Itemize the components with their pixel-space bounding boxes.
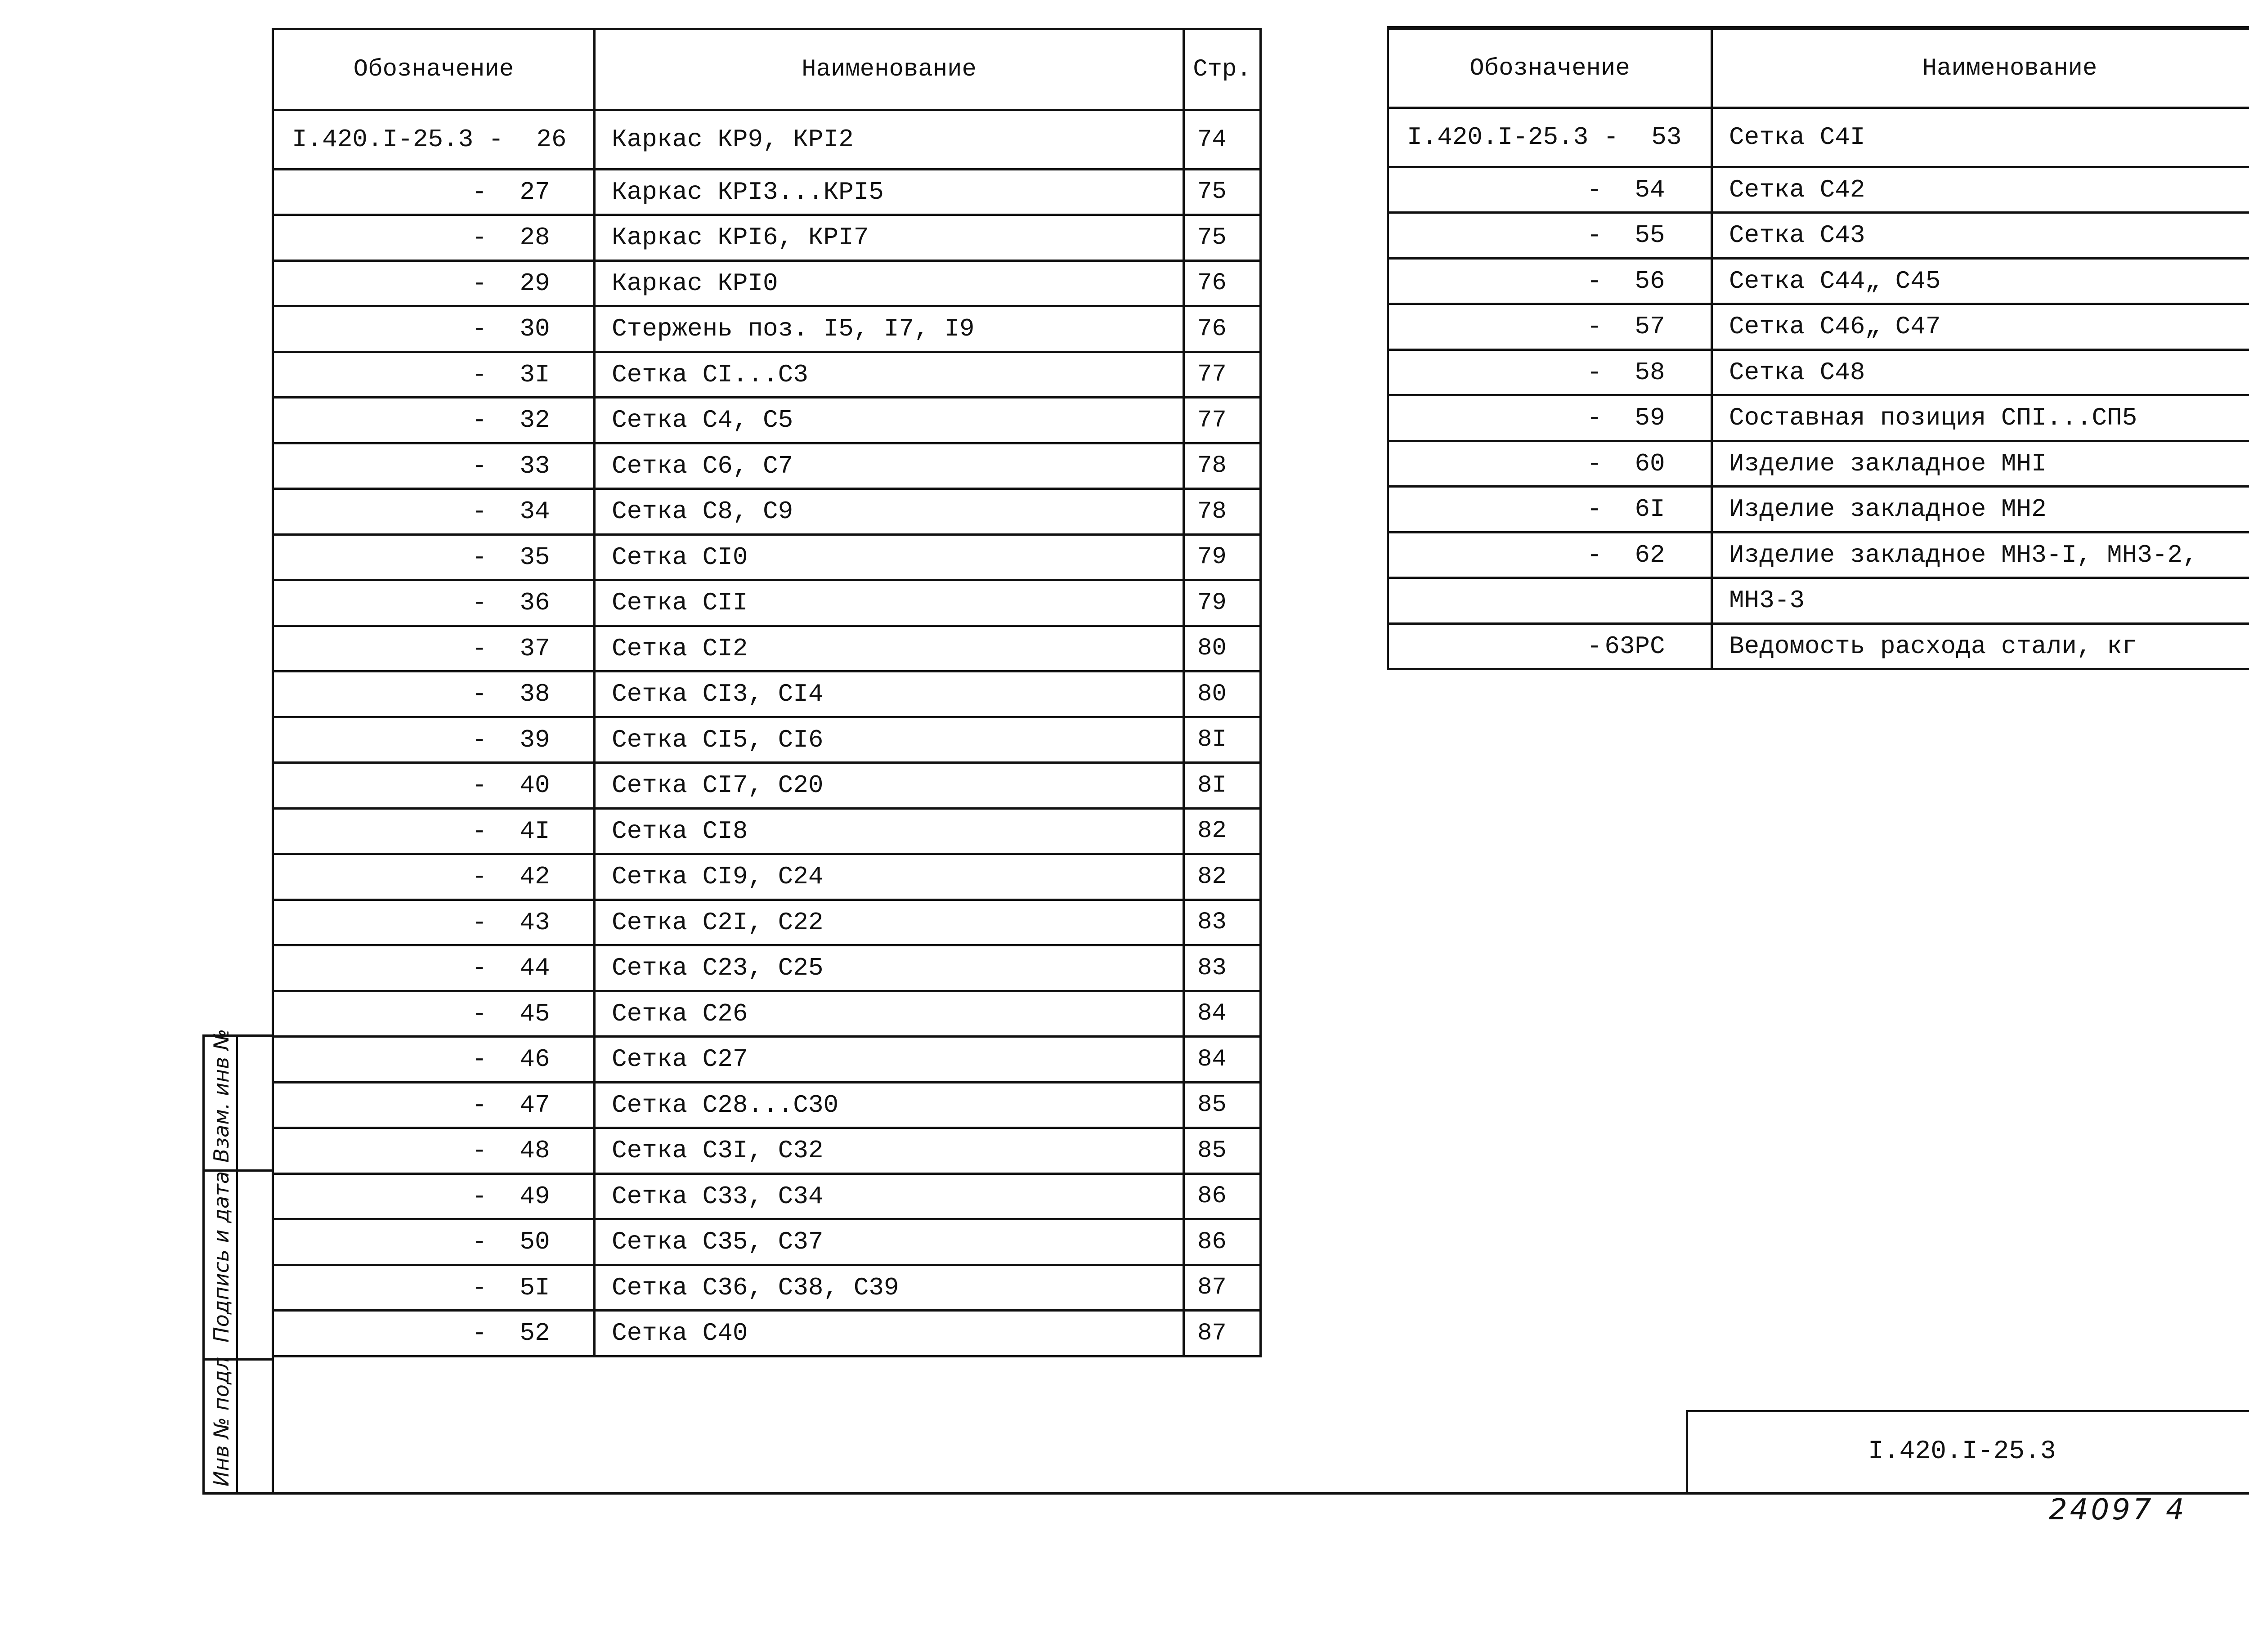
side-stamp-podpis: Подпись и дата [209, 1171, 233, 1343]
row-code-dash: - [472, 588, 487, 618]
row-name: Составная позиция СПI...СП5 [1712, 395, 2249, 441]
table-row [273, 534, 1261, 580]
table-row [273, 169, 1261, 215]
table-row [273, 1219, 1261, 1265]
row-code [273, 1037, 595, 1083]
table-row [273, 260, 1261, 306]
row-code [273, 854, 595, 900]
row-code [273, 1265, 595, 1311]
row-name: Сетка С4I [1712, 108, 2249, 167]
row-page: 79 [1184, 534, 1261, 580]
row-name: Сетка СI5, СI6 [595, 717, 1184, 763]
row-code [1388, 108, 1712, 167]
row-code-number: 4I [520, 816, 550, 846]
table-row [273, 580, 1261, 626]
row-code-dash: - [472, 1090, 487, 1119]
table-row [1388, 167, 2249, 213]
row-code-number: 3I [520, 360, 550, 389]
row-page: 84 [1184, 1037, 1261, 1083]
row-code [273, 1219, 595, 1265]
row-code-dash: - [1587, 631, 1602, 661]
row-code [1388, 623, 1712, 669]
row-code-number: 52 [520, 1319, 550, 1348]
table-row [1388, 304, 2249, 350]
row-code-number: 38 [520, 680, 550, 709]
row-code [1388, 395, 1712, 441]
header-page: Стр. [1184, 29, 1261, 110]
row-code-number: 46 [520, 1045, 550, 1074]
row-name: Сетка С28...С30 [595, 1082, 1184, 1128]
row-code-dash: - [472, 725, 487, 754]
row-code-dash: - [472, 177, 487, 206]
row-page: 8I [1184, 763, 1261, 809]
row-code [273, 169, 595, 215]
table-row [273, 626, 1261, 672]
table-row [1388, 578, 2249, 624]
row-code-number: 33 [520, 451, 550, 480]
row-code-number: 58 [1635, 358, 1665, 387]
row-code-dash: - [472, 1319, 487, 1348]
row-page: 76 [1184, 260, 1261, 306]
row-code [273, 1173, 595, 1219]
row-code-dash: - [472, 1227, 487, 1257]
row-code [273, 580, 595, 626]
row-code-dash: - [1587, 358, 1602, 387]
row-page: 74 [1184, 110, 1261, 170]
table-row [273, 1173, 1261, 1219]
row-name: Сетка С44„ С45 [1712, 258, 2249, 304]
row-code [1388, 258, 1712, 304]
row-code-number: 55 [1635, 221, 1665, 250]
row-name: Стержень поз. I5, I7, I9 [595, 306, 1184, 352]
table-row [273, 763, 1261, 809]
row-code-dash: - [472, 269, 487, 298]
row-code [273, 1082, 595, 1128]
row-code-number: 47 [520, 1090, 550, 1119]
table-row [1388, 623, 2249, 669]
table-row [273, 1128, 1261, 1174]
row-code [273, 991, 595, 1037]
side-stamp-mid-line [236, 1034, 238, 1493]
row-code-number: 59 [1635, 403, 1665, 433]
header-name: Наименование [1712, 29, 2249, 108]
row-code-dash: - [472, 1182, 487, 1211]
row-code-number: 49 [520, 1182, 550, 1211]
row-page: 76 [1184, 306, 1261, 352]
row-name: Сетка С23, С25 [595, 945, 1184, 991]
table-row [1388, 532, 2249, 578]
row-code-prefix: I.420.I-25.3 - [1407, 123, 1619, 152]
table-row [273, 1082, 1261, 1128]
row-page: 83 [1184, 900, 1261, 945]
row-code [273, 110, 595, 170]
row-code-dash: - [472, 816, 487, 846]
row-name: Сетка С40 [595, 1311, 1184, 1357]
row-page: 82 [1184, 808, 1261, 854]
row-name: Сетка СI8 [595, 808, 1184, 854]
row-code [273, 672, 595, 717]
row-code-dash: - [472, 360, 487, 389]
table-row [273, 215, 1261, 261]
row-page: 80 [1184, 626, 1261, 672]
row-name: Сетка С27 [595, 1037, 1184, 1083]
table-row [1388, 213, 2249, 259]
row-name: Каркас КРI0 [595, 260, 1184, 306]
table-row [273, 443, 1261, 489]
row-code [273, 352, 595, 398]
row-code [273, 808, 595, 854]
row-name: Каркас КРI6, КРI7 [595, 215, 1184, 261]
row-code-number: 27 [520, 177, 550, 206]
row-name: Сетка СI7, С20 [595, 763, 1184, 809]
row-code-dash: - [472, 680, 487, 709]
row-name: Сетка С3I, С32 [595, 1128, 1184, 1174]
contents-table-right [1387, 28, 2249, 670]
row-page: 85 [1184, 1128, 1261, 1174]
table-row [1388, 441, 2249, 487]
table-row [1388, 487, 2249, 533]
table-row [273, 717, 1261, 763]
row-name: Сетка СI2 [595, 626, 1184, 672]
row-code [1388, 532, 1712, 578]
row-code [1388, 578, 1712, 624]
row-code-dash: - [472, 451, 487, 480]
row-page: 78 [1184, 489, 1261, 535]
row-name: Сетка С6, С7 [595, 443, 1184, 489]
row-code-number: 57 [1635, 312, 1665, 341]
row-code-dash: - [472, 634, 487, 663]
row-code-number: 54 [1635, 175, 1665, 204]
table-row [273, 1037, 1261, 1083]
table-row [273, 808, 1261, 854]
row-code [273, 443, 595, 489]
title-block [1686, 1410, 2249, 1494]
row-code [1388, 167, 1712, 213]
row-name: Сетка С46„ С47 [1712, 304, 2249, 350]
contents-table-left [272, 28, 1262, 1357]
row-code-number: 6I [1635, 495, 1665, 524]
table-row [273, 672, 1261, 717]
row-page: 82 [1184, 854, 1261, 900]
row-page: 87 [1184, 1265, 1261, 1311]
row-code-dash: - [1587, 495, 1602, 524]
row-code-number: 56 [1635, 266, 1665, 295]
row-code-dash: - [1587, 540, 1602, 569]
header-code: Обозначение [1388, 29, 1712, 108]
row-page: 85 [1184, 1082, 1261, 1128]
row-code [1388, 304, 1712, 350]
row-name: Изделие закладное МНI [1712, 441, 2249, 487]
row-name: МН3-3 [1712, 578, 2249, 624]
row-page: 77 [1184, 398, 1261, 443]
row-code [273, 215, 595, 261]
row-page: 79 [1184, 580, 1261, 626]
row-page: 80 [1184, 672, 1261, 717]
row-page: 83 [1184, 945, 1261, 991]
table-row [273, 1265, 1261, 1311]
row-code [273, 1311, 595, 1357]
row-code-dash: - [472, 1273, 487, 1302]
row-code-dash: - [1587, 312, 1602, 341]
row-page: 78 [1184, 443, 1261, 489]
row-code-number: 63РС [1604, 631, 1665, 661]
row-page: 8I [1184, 717, 1261, 763]
row-code-number: 43 [520, 908, 550, 937]
row-code [273, 398, 595, 443]
row-code-dash: - [472, 314, 487, 344]
row-code-dash: - [472, 999, 487, 1028]
row-code-dash: - [472, 223, 487, 252]
side-stamp-left-line [202, 1034, 205, 1493]
row-code-dash: - [472, 954, 487, 983]
row-code [1388, 213, 1712, 259]
side-stamp-vzam: Взам. инв № [209, 1029, 233, 1163]
row-code-number: 60 [1635, 449, 1665, 478]
table-row [1388, 395, 2249, 441]
row-name: Изделие закладное МН3-I, МН3-2, [1712, 532, 2249, 578]
table-row [273, 110, 1261, 170]
table-row [273, 854, 1261, 900]
row-code [1388, 441, 1712, 487]
table-row [273, 489, 1261, 535]
row-name: Сетка С33, С34 [595, 1173, 1184, 1219]
row-code [1388, 487, 1712, 533]
row-code-dash: - [472, 497, 487, 526]
row-code-number: 40 [520, 771, 550, 800]
row-code [273, 489, 595, 535]
table-row [273, 398, 1261, 443]
table-row [1388, 258, 2249, 304]
row-name: Каркас КР9, КРI2 [595, 110, 1184, 170]
row-code-dash: - [1587, 403, 1602, 433]
row-code [1388, 349, 1712, 395]
row-name: Сетка С43 [1712, 213, 2249, 259]
row-code-number: 26 [536, 125, 567, 154]
row-name: Изделие закладное МН2 [1712, 487, 2249, 533]
row-code [273, 306, 595, 352]
row-code-dash: - [1587, 175, 1602, 204]
table-row [1388, 108, 2249, 167]
row-code [273, 534, 595, 580]
row-page: 77 [1184, 352, 1261, 398]
row-code-number: 34 [520, 497, 550, 526]
row-code-prefix: I.420.I-25.3 - [292, 125, 504, 154]
row-code-dash: - [472, 1136, 487, 1165]
row-name: Сетка СI...С3 [595, 352, 1184, 398]
row-code-number: 30 [520, 314, 550, 344]
row-code-number: 50 [520, 1227, 550, 1257]
row-code [273, 1128, 595, 1174]
row-name: Сетка СI0 [595, 534, 1184, 580]
row-page: 87 [1184, 1311, 1261, 1357]
row-code-dash: - [472, 771, 487, 800]
row-page: 86 [1184, 1173, 1261, 1219]
row-name: Сетка СI9, С24 [595, 854, 1184, 900]
row-code-number: 62 [1635, 540, 1665, 569]
row-code-dash: - [472, 1045, 487, 1074]
row-code-number: 39 [520, 725, 550, 754]
header-code: Обозначение [273, 29, 595, 110]
table-row [273, 991, 1261, 1037]
row-code-dash: - [1587, 449, 1602, 478]
row-page: 75 [1184, 215, 1261, 261]
row-code-number: 35 [520, 542, 550, 572]
row-code-dash: - [472, 862, 487, 891]
row-name: Сетка С2I, С22 [595, 900, 1184, 945]
header-name: Наименование [595, 29, 1184, 110]
doc-code: I.420.I-25.3 [1868, 1437, 2056, 1466]
side-stamp-inv-podl: Инв № подл [209, 1357, 233, 1486]
table-row [1388, 349, 2249, 395]
row-code-number: 32 [520, 406, 550, 435]
row-code [273, 900, 595, 945]
table-row [273, 1311, 1261, 1357]
row-code [273, 717, 595, 763]
row-code-dash: - [1587, 221, 1602, 250]
row-name: Сетка С26 [595, 991, 1184, 1037]
table-row [273, 900, 1261, 945]
row-code-number: 44 [520, 954, 550, 983]
row-code-dash: - [472, 908, 487, 937]
row-code-number: 37 [520, 634, 550, 663]
row-code-dash: - [472, 542, 487, 572]
row-code-number: 29 [520, 269, 550, 298]
row-code [273, 763, 595, 809]
row-code [273, 626, 595, 672]
row-code-dash: - [1587, 266, 1602, 295]
row-page: 84 [1184, 991, 1261, 1037]
row-code-dash: - [472, 406, 487, 435]
row-name: Каркас КРI3...КРI5 [595, 169, 1184, 215]
row-code-number: 42 [520, 862, 550, 891]
table-row [273, 352, 1261, 398]
row-code-number: 45 [520, 999, 550, 1028]
row-code-number: 28 [520, 223, 550, 252]
row-name: Ведомость расхода стали, кг [1712, 623, 2249, 669]
row-name: Сетка С48 [1712, 349, 2249, 395]
row-code [273, 260, 595, 306]
table-row [273, 306, 1261, 352]
table-row [273, 945, 1261, 991]
row-code [273, 945, 595, 991]
row-code-number: 48 [520, 1136, 550, 1165]
row-name: Сетка С42 [1712, 167, 2249, 213]
row-code-number: 36 [520, 588, 550, 618]
row-name: Сетка С4, С5 [595, 398, 1184, 443]
row-page: 75 [1184, 169, 1261, 215]
row-name: Сетка СII [595, 580, 1184, 626]
row-name: Сетка С36, С38, С39 [595, 1265, 1184, 1311]
archive-number: 24097 4 [2049, 1493, 2187, 1527]
row-name: Сетка С35, С37 [595, 1219, 1184, 1265]
row-name: Сетка С8, С9 [595, 489, 1184, 535]
row-code-number: 5I [520, 1273, 550, 1302]
row-page: 86 [1184, 1219, 1261, 1265]
row-code-number: 53 [1651, 123, 1682, 152]
row-name: Сетка СI3, СI4 [595, 672, 1184, 717]
